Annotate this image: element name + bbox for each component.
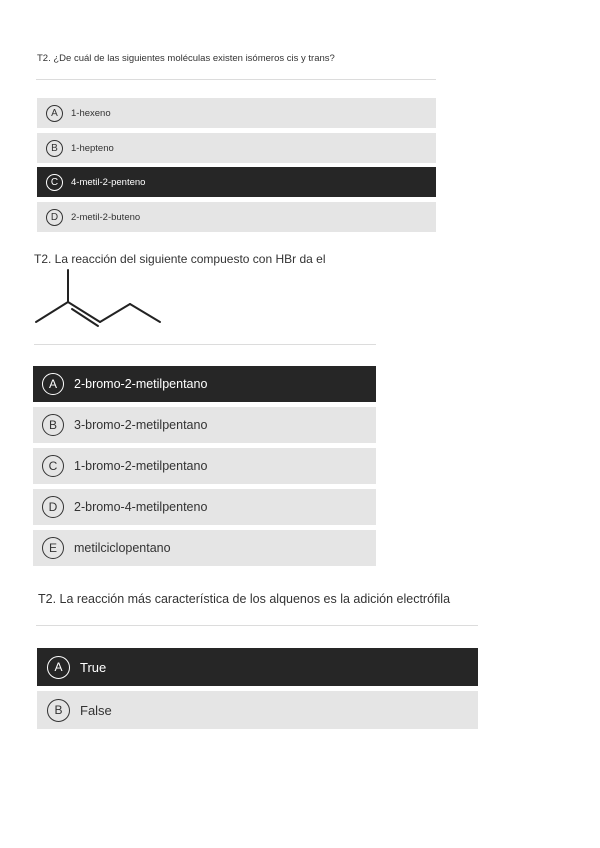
option-label: 2-bromo-2-metilpentano [74,377,208,391]
option-letter-badge: C [46,174,63,191]
answer-option-b[interactable] [37,133,436,163]
option-letter-badge: A [47,656,70,679]
option-letter-badge: C [42,455,64,477]
answer-option-b[interactable] [33,407,376,443]
answer-option-a-selected[interactable] [33,366,376,402]
question-text: T2. ¿De cuál de las siguientes moléculas existen isómeros cis y trans? [37,53,335,64]
option-label: 3-bromo-2-metilpentano [74,418,208,432]
answer-option-c-selected[interactable] [37,167,436,197]
molecule-structure-image [32,266,172,328]
option-letter-badge: B [42,414,64,436]
divider [36,79,436,80]
question-text: T2. La reacción más característica de los alquenos es la adición electrófila [38,592,451,606]
option-letter-badge: A [46,105,63,122]
option-letter-badge: E [42,537,64,559]
option-label: metilciclopentano [74,541,171,555]
option-letter-badge: D [42,496,64,518]
question-card-1 [28,44,436,240]
option-label: 2-metil-2-buteno [71,211,141,223]
option-label: 1-bromo-2-metilpentano [74,459,208,473]
answer-option-false[interactable] [37,691,478,729]
option-label: False [80,702,112,718]
question-text: T2. La reacción del siguiente compuesto con HBr da el [34,252,326,266]
question-card-3 [26,584,478,734]
answer-option-d[interactable] [33,489,376,525]
option-label: True [80,659,107,675]
option-letter-badge: B [47,699,70,722]
answer-option-c[interactable] [33,448,376,484]
divider [36,625,478,626]
option-label: 1-hexeno [71,107,111,119]
question-card-2 [26,246,376,576]
option-label: 4-metil-2-penteno [71,176,146,188]
answer-option-e[interactable] [33,530,376,566]
option-letter-badge: D [46,209,63,226]
answer-option-true-selected[interactable] [37,648,478,686]
option-label: 2-bromo-4-metilpenteno [74,500,208,514]
option-label: 1-hepteno [71,142,114,154]
option-letter-badge: A [42,373,64,395]
answer-option-d[interactable] [37,202,436,232]
answer-option-a[interactable] [37,98,436,128]
option-letter-badge: B [46,140,63,157]
divider [34,344,376,345]
